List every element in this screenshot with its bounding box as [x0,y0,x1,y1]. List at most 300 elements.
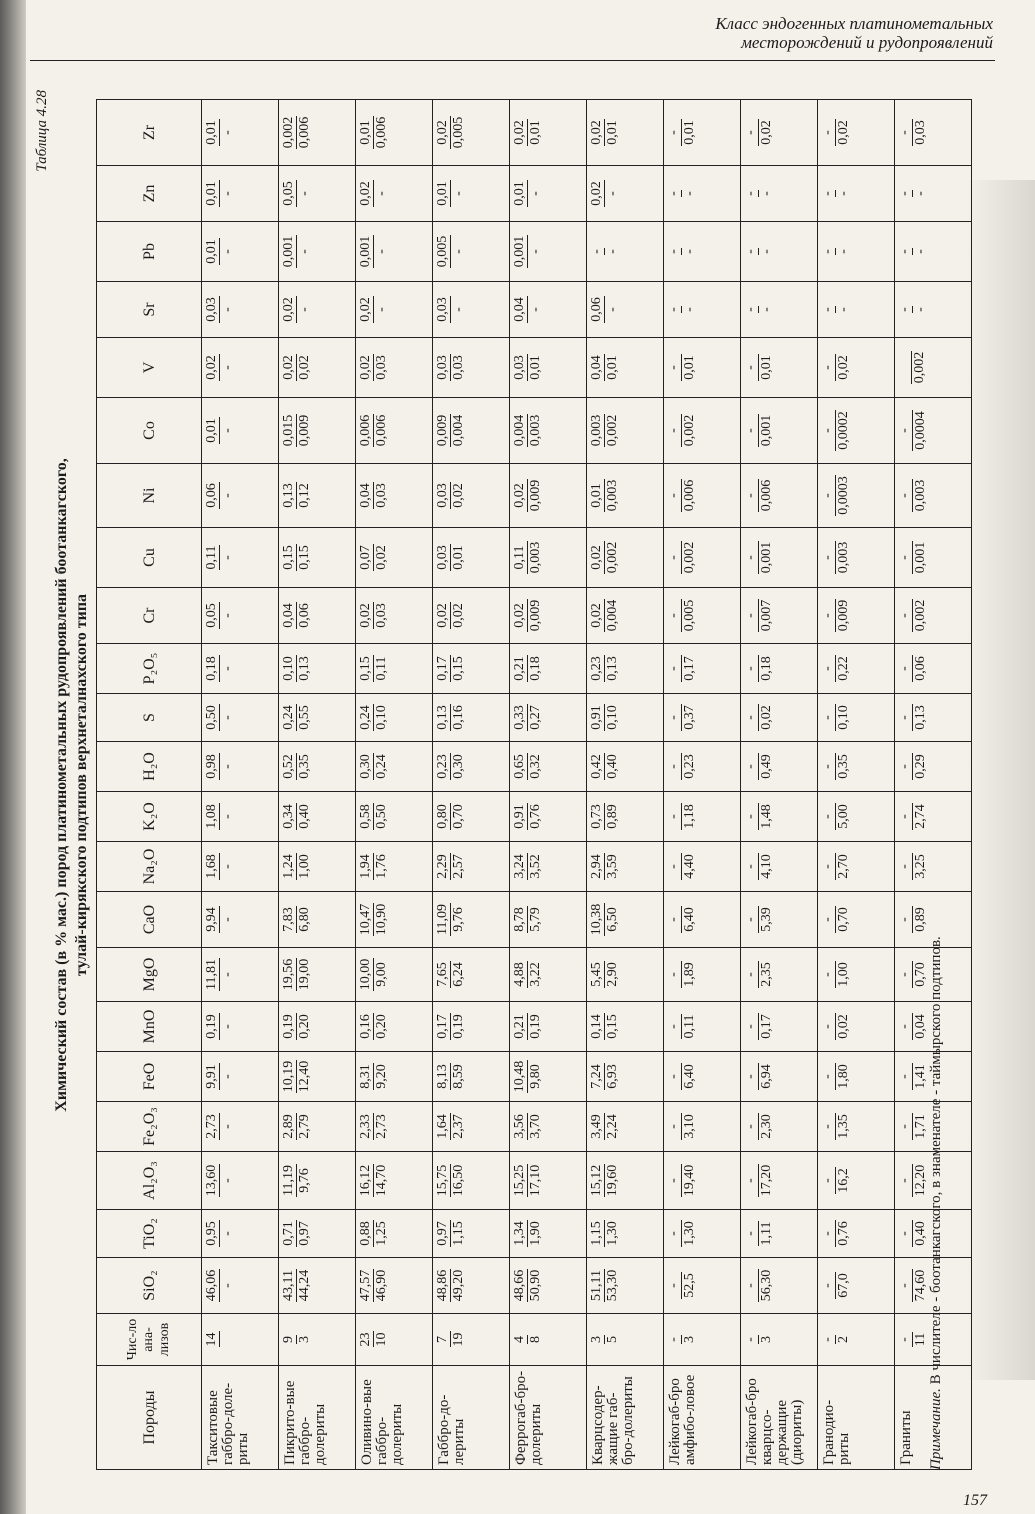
numerator: - [666,753,682,780]
denominator: 0,70 [451,804,466,829]
value-fraction [435,704,466,731]
numerator: - [666,541,682,575]
numerator: - [666,803,682,830]
value-cell [664,100,741,166]
denominator: 0,30 [451,754,466,779]
value-fraction [281,116,312,150]
numerator: - [820,249,835,254]
denominator: 0,40 [913,1221,928,1246]
value-cell [664,644,741,694]
denominator: - [220,1178,235,1183]
numerator: - [820,753,836,780]
denominator: 6,94 [759,1064,774,1089]
value-cell [279,100,356,166]
numerator: 0,16 [358,1014,373,1039]
header-component: V [97,338,202,398]
denominator: 9,20 [374,1064,389,1089]
value-cell [818,948,895,1002]
denominator: - [220,666,235,671]
value-fraction [743,541,774,575]
value-cell [356,742,433,792]
value-fraction [435,853,466,880]
numerator: 7,65 [435,962,450,987]
value-fraction [204,958,235,991]
denominator: - [220,715,235,720]
analysis-count [897,1332,928,1347]
value-fraction [897,306,928,313]
denominator: 0,004 [605,599,620,632]
denominator: 3,22 [528,962,543,987]
analysis-count-cell [356,1314,433,1366]
value-cell [510,588,587,644]
value-cell [510,528,587,588]
numerator: 5,45 [589,962,604,987]
numerator: - [666,119,682,146]
value-fraction [204,602,235,629]
denominator: 0,76 [836,1221,851,1246]
denominator: 0,89 [605,804,620,829]
numerator: - [897,1013,913,1040]
table-title-line-1: Химический состав (в % мас.) пород платинометальных рудопроявлений боотанкагского, [53,458,70,1112]
value-cell [433,694,510,742]
value-cell [279,1102,356,1152]
value-fraction [897,1113,928,1140]
value-cell [433,166,510,222]
denominator: 12,20 [913,1164,928,1197]
denominator: - [297,307,312,312]
denominator: 0,002 [682,541,697,574]
denominator: 3 [682,1336,697,1343]
numerator: 0,003 [589,414,604,447]
denominator: 0,009 [528,479,543,512]
value-cell [741,528,818,588]
value-cell [510,338,587,398]
value-fraction [897,906,928,933]
denominator: 0,004 [451,414,466,447]
denominator: - [528,191,543,196]
value-fraction [512,803,543,830]
denominator: - [220,972,235,977]
value-cell [664,1210,741,1258]
value-cell [279,282,356,338]
numerator: 3 [589,1336,604,1343]
value-fraction [204,1269,235,1303]
header-component: FeO [97,1052,202,1102]
numerator: - [897,1269,913,1303]
value-fraction [743,1013,774,1040]
numerator: 8,78 [512,907,527,932]
numerator: - [743,1335,759,1344]
value-fraction [589,1220,620,1247]
numerator: 0,02 [358,181,373,206]
value-cell [279,1210,356,1258]
value-cell [664,694,741,742]
value-fraction [820,655,851,682]
value-cell [510,644,587,694]
table-label: Таблица 4.28 [34,90,50,172]
analysis-count-cell [202,1314,279,1366]
denominator: 6,80 [297,907,312,932]
numerator: - [743,1269,759,1303]
value-fraction [435,1269,466,1303]
value-cell [356,588,433,644]
analysis-count [281,1335,312,1344]
value-cell [510,282,587,338]
denominator: 0,001 [759,541,774,574]
denominator: 0,003 [528,414,543,447]
header-component: Cu [97,528,202,588]
denominator: 1,35 [836,1114,851,1139]
denominator: 3,10 [682,1114,697,1139]
rock-name-cell: Габбро-до-лериты [433,1366,510,1470]
numerator: - [743,191,758,196]
value-fraction [281,414,312,448]
value-fraction [589,180,620,207]
value-fraction [820,541,851,575]
denominator: 0,18 [759,656,774,681]
numerator: - [666,1335,682,1344]
denominator: 8,59 [451,1064,466,1089]
value-cell [510,1102,587,1152]
numerator: - [897,599,913,633]
value-fraction [743,599,774,633]
numerator: - [589,249,604,254]
denominator: 1,41 [913,1064,928,1089]
value-cell [433,588,510,644]
denominator: - [759,307,774,312]
denominator: - [682,249,697,254]
value-cell [202,100,279,166]
numerator: 1,24 [281,854,296,879]
numerator: 4 [512,1336,527,1343]
value-fraction [358,655,389,682]
header-component: MnO [97,1002,202,1052]
value-fraction [666,961,697,988]
header-rule [30,60,995,61]
numerator: 0,52 [281,754,296,779]
numerator: 16,12 [358,1164,373,1197]
value-fraction [897,1013,928,1040]
denominator: 0,005 [682,599,697,632]
numerator: 0,34 [281,804,296,829]
numerator: 48,86 [435,1269,450,1302]
value-fraction [358,1269,389,1303]
value-fraction [666,599,697,633]
analysis-count-cell [664,1314,741,1366]
numerator: 0,73 [589,804,604,829]
numerator: - [897,803,913,830]
value-cell [510,1002,587,1052]
denominator: 0,19 [528,1014,543,1039]
value-cell [279,222,356,282]
value-fraction [512,180,543,207]
denominator: 8 [528,1336,543,1343]
numerator: - [820,1113,836,1140]
numerator: 0,95 [204,1221,219,1246]
running-head-line-2: месторождений и рудопроявлений [741,33,993,52]
value-fraction [589,853,620,880]
value-cell [356,282,433,338]
numerator: 4,88 [512,962,527,987]
value-fraction [666,803,697,830]
value-fraction [435,180,466,207]
denominator: 2,74 [913,804,928,829]
value-cell [587,1002,664,1052]
denominator: 10,90 [374,903,389,936]
denominator: 0,17 [682,656,697,681]
value-fraction [820,961,851,988]
denominator: 6,40 [682,1064,697,1089]
value-cell [510,166,587,222]
numerator: - [743,655,759,682]
denominator: - [682,191,697,196]
analysis-count-cell [818,1314,895,1366]
numerator: 0,04 [589,355,604,380]
value-fraction [281,354,312,381]
numerator: 11,19 [281,1165,296,1196]
value-fraction [204,482,235,509]
value-cell [356,1210,433,1258]
denominator: - [220,1074,235,1079]
table-title [52,90,92,1480]
value-fraction [435,903,466,936]
value-fraction [358,1063,389,1090]
value-cell [279,792,356,842]
numerator: 0,05 [204,603,219,628]
numerator: 2,29 [435,854,450,879]
value-fraction [666,1220,697,1247]
numerator: 0,001 [281,235,296,268]
value-cell [356,338,433,398]
value-cell [818,1002,895,1052]
value-fraction [897,961,928,988]
value-fraction [358,235,389,269]
header-component: Fe₂O₃ [97,1102,202,1152]
numerator: 0,01 [358,116,374,150]
value-cell [741,100,818,166]
value-cell [664,222,741,282]
value-cell [664,1152,741,1210]
numerator: 1,15 [589,1221,604,1246]
value-cell [356,528,433,588]
denominator: - [374,191,389,196]
numerator: - [820,961,836,988]
value-fraction [589,903,620,937]
value-cell [664,166,741,222]
numerator: 0,24 [281,705,296,730]
denominator: 0,19 [451,1014,466,1039]
value-fraction [589,119,620,146]
value-fraction [743,414,774,448]
numerator: 0,18 [204,656,219,681]
numerator: 8,31 [358,1064,373,1089]
numerator: - [820,475,836,516]
numerator: - [743,853,759,880]
numerator: - [897,906,913,933]
value-cell [587,282,664,338]
value-cell [664,892,741,948]
value-fraction [820,410,851,451]
numerator: 0,06 [204,483,219,508]
denominator: 19 [451,1332,466,1347]
value-fraction [358,602,389,629]
value-fraction [204,1063,235,1090]
value-cell [202,694,279,742]
numerator: 0,05 [281,181,296,206]
value-cell [433,742,510,792]
value-fraction [820,248,851,255]
numerator: - [820,655,836,682]
numerator: 0,001 [512,235,527,268]
value-fraction [358,704,389,731]
denominator: 0,23 [682,754,697,779]
analysis-count-cell [433,1314,510,1366]
value-cell [818,1102,895,1152]
value-cell [818,1258,895,1314]
value-cell [741,1258,818,1314]
numerator: 0,06 [589,297,604,322]
value-cell [433,792,510,842]
value-fraction [281,906,312,933]
value-fraction [666,190,697,197]
value-fraction [897,655,928,682]
value-fraction [897,479,928,513]
value-cell [356,644,433,694]
value-fraction [897,541,928,575]
value-cell [202,892,279,948]
numerator: 0,21 [512,1014,527,1039]
header-component: TiO₂ [97,1210,202,1258]
table-row [587,100,664,1470]
numerator: - [897,1164,913,1198]
value-fraction [204,180,235,207]
value-cell [202,338,279,398]
value-fraction [358,803,389,830]
value-fraction [512,704,543,731]
denominator: 0,13 [297,656,312,681]
value-cell [202,644,279,694]
value-fraction [512,541,543,575]
value-cell [356,694,433,742]
value-cell [587,842,664,892]
denominator: 0,005 [451,116,466,149]
value-fraction [435,961,466,988]
value-cell [356,1258,433,1314]
value-fraction [358,1113,389,1140]
numerator: - [897,541,913,575]
numerator: - [743,119,759,146]
denominator: 0,01 [605,355,620,380]
value-cell [664,842,741,892]
denominator: 0,15 [605,1014,620,1039]
rock-name-cell: Феррогаб-бро-долериты [510,1366,587,1470]
value-fraction [897,853,928,880]
value-fraction [820,704,851,731]
value-cell [279,1258,356,1314]
denominator: 0,006 [374,414,389,447]
denominator: 0,37 [682,705,697,730]
numerator: - [820,191,835,196]
value-fraction [666,1014,697,1040]
numerator: 0,15 [281,545,296,570]
value-cell [895,528,972,588]
numerator: - [666,191,681,196]
numerator: - [743,803,759,830]
denominator: 3 [759,1336,774,1343]
denominator: 0,001 [913,541,928,574]
numerator: 10,48 [512,1060,527,1093]
denominator: - [220,764,235,769]
value-fraction [435,602,466,629]
value-cell [664,1258,741,1314]
value-cell [279,338,356,398]
value-cell [433,338,510,398]
numerator: - [666,704,682,731]
value-cell [433,1002,510,1052]
value-fraction [358,1013,389,1040]
numerator: 10,00 [358,958,373,991]
value-fraction [897,119,928,146]
header-component: Zr [97,100,202,166]
value-fraction [435,414,466,448]
value-fraction [358,482,389,509]
value-fraction [820,803,851,830]
denominator: 0,01 [528,355,543,380]
numerator: 0,11 [512,541,528,575]
note-text: В числителе - боотанкагского, в знаменателе - таймырского подтипов. [928,936,944,1389]
numerator: 0,03 [204,297,219,322]
denominator: - [220,307,235,312]
value-fraction [512,479,543,513]
value-cell [818,644,895,694]
value-cell [433,948,510,1002]
value-fraction [589,753,620,780]
value-fraction [820,753,851,780]
value-fraction [897,351,927,385]
value-cell [664,282,741,338]
denominator: 0,003 [605,479,620,512]
numerator: 0,01 [204,181,219,206]
numerator: 0,02 [589,120,604,145]
denominator: 3,52 [528,854,543,879]
value-fraction [589,414,620,448]
denominator: 0,70 [913,962,928,987]
numerator: 47,57 [358,1269,373,1302]
value-cell [433,1052,510,1102]
numerator: 7 [435,1332,451,1348]
numerator: - [897,249,912,254]
numerator: - [820,1063,836,1090]
numerator: 2,73 [204,1114,219,1139]
value-fraction [743,655,774,682]
numerator: 0,02 [589,599,605,633]
numerator: 0,01 [204,418,219,443]
value-fraction [281,296,312,323]
table-row [279,100,356,1470]
numerator: 15,75 [435,1164,450,1197]
value-cell [510,892,587,948]
numerator: 0,001 [358,235,373,268]
numerator: - [666,853,682,880]
denominator: 0,009 [836,599,851,632]
value-cell [587,1052,664,1102]
value-cell [818,792,895,842]
analysis-count [820,1335,851,1344]
value-cell [510,694,587,742]
denominator: - [913,249,928,254]
value-fraction [435,235,466,269]
analysis-count [743,1335,774,1344]
